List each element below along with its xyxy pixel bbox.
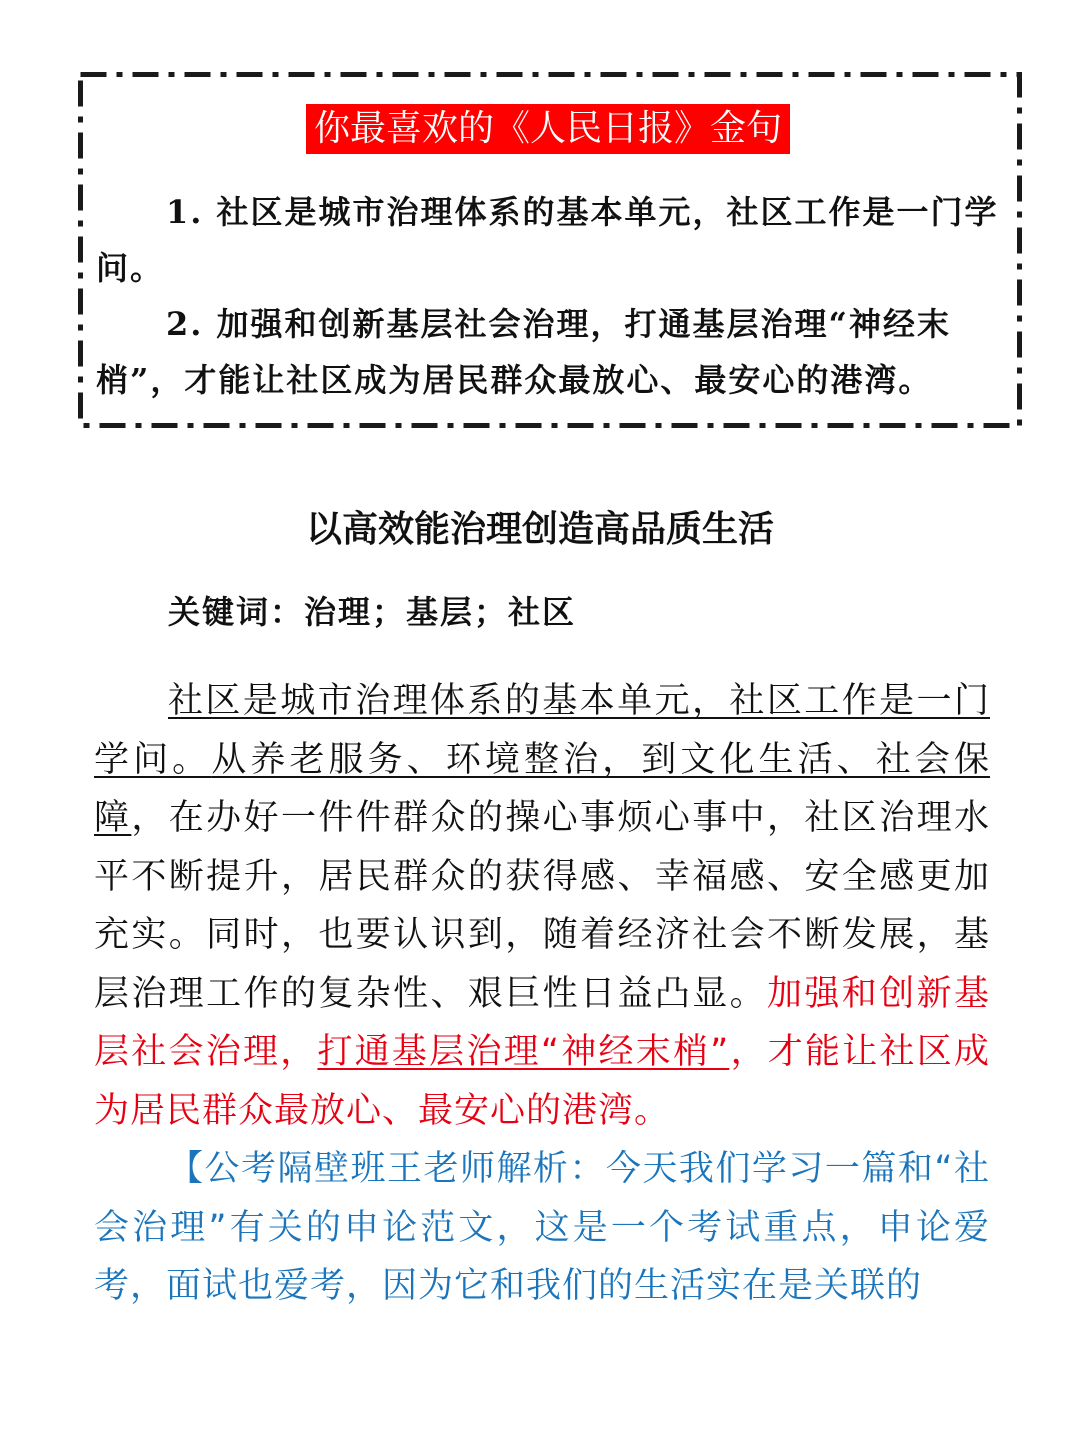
- underlined-sentence-2: 从养老服务、环境整治，到文化生活、社会保障: [94, 739, 990, 838]
- red-text-1: 加强和创新基层社会治理，: [94, 973, 990, 1072]
- quote-item-2: 2. 加强和创新基层社会治理，打通基层治理“神经末梢”，才能让社区成为居民群众最放心、最安心的港湾。: [96, 305, 951, 399]
- quote-list: [96, 184, 1010, 408]
- paragraph-1: [94, 672, 990, 1140]
- plain-text: ，在办好一件件群众的操心事烦心事中，社区治理水平不断提升，居民群众的获得感、幸福感、安全感更加充实。同时，也要认识到，随着经济社会不断发展，基层治理工作的复杂性、艰巨性日益凸显。: [94, 798, 990, 1014]
- red-text-2: ，才能让社区成为居民群众最放心、最安心的港湾。: [94, 1032, 990, 1131]
- article-title: 以高效能治理创造高品质生活: [305, 508, 774, 550]
- underlined-sentence-1: 社区是城市治理体系的基本单元，社区工作是一门学问。: [94, 681, 990, 780]
- article-body: [94, 672, 990, 1316]
- paragraph-2: [94, 1140, 990, 1316]
- analysis-text: 【公考隔壁班王老师解析：今天我们学习一篇和“社会治理”有关的申论范文，这是一个考试重点，申论爱考，面试也爱考，因为它和我们的生活实在是关联的: [94, 1149, 990, 1306]
- quote-box: [78, 72, 1022, 428]
- quote-title: 你最喜欢的《人民日报》金句: [306, 104, 790, 154]
- red-underlined-text: 打通基层治理“神经末梢”: [317, 1032, 730, 1072]
- keywords-line: 关键词：治理；基层；社区: [168, 593, 577, 631]
- quote-item-1: 1. 社区是城市治理体系的基本单元，社区工作是一门学问。: [96, 193, 999, 287]
